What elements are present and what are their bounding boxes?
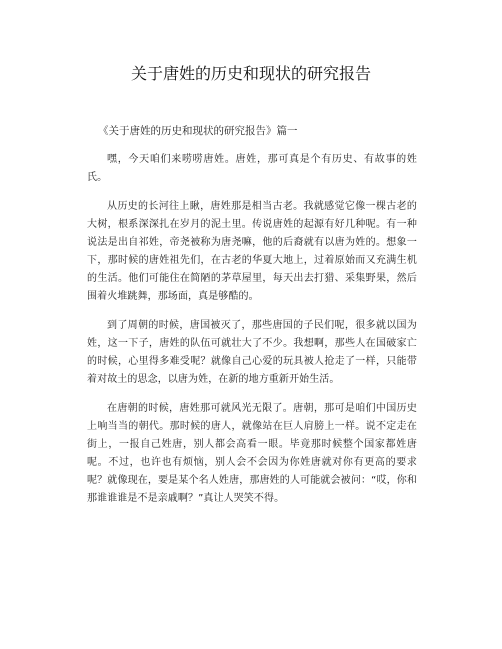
spacer bbox=[87, 389, 417, 400]
spacer bbox=[87, 140, 417, 151]
spacer bbox=[87, 187, 417, 198]
document-title: 关于唐姓的历史和现状的研究报告 bbox=[130, 64, 371, 83]
spacer bbox=[87, 306, 417, 317]
paragraph-3: 到了周朝的时候，唐国被灭了，那些唐国的子民们呢，很多就以国为姓，这一下子，唐姓的队伍可就壮大了不少。我想啊，那些人在国破家亡的时候，心里得多难受呢？就像自己心爱的玩具被人抢走了一样，只能带着对故土的思念，以唐为姓，在新的地方重新开始生活。 bbox=[87, 320, 417, 385]
document-subtitle: 《关于唐姓的历史和现状的研究报告》篇一 bbox=[98, 125, 298, 137]
paragraph-2: 从历史的长河往上瞅，唐姓那是相当古老。我就感觉它像一棵古老的大树，根系深深扎在岁月的泥土里。传说唐姓的起源有好几种呢。有一种说法是出自祁姓，帝尧被称为唐尧嘛，他的后裔就有以唐为姓的。想象一下，那时候的唐姓祖先们，在古老的华夏大地上，过着原始而又充满生机的生活。他们可能住在简陋的茅草屋里，每天出去打猎、采集野果，然后围着火堆跳舞，那场面，真是够酷的。 bbox=[87, 201, 417, 302]
document-body bbox=[87, 122, 417, 508]
paragraph-4: 在唐朝的时候，唐姓那可就风光无限了。唐朝，那可是咱们中国历史上响当当的朝代。那时候的唐人，就像站在巨人肩膀上一样。说不定走在街上，一报自己姓唐，别人都会高看一眼。毕竟那时候整个国家都姓唐呢。不过，也许也有烦恼，别人会不会因为你姓唐就对你有更高的要求呢？就像现在，要是某个名人姓唐，那唐姓的人可能就会被问：“哎，你和那谁谁谁是不是亲戚啊？”真让人哭笑不得。 bbox=[87, 403, 417, 504]
paragraph-1: 嘿，今天咱们来唠唠唐姓。唐姓，那可真是个有历史、有故事的姓氏。 bbox=[87, 154, 417, 183]
